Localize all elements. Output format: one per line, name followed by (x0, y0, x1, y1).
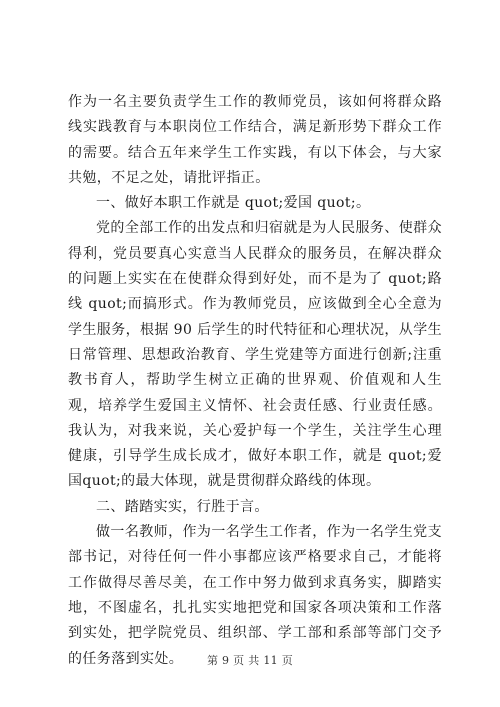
intro-paragraph: 作为一名主要负责学生工作的教师党员，该如何将群众路线实践教育与本职岗位工作结合，满足新形势下群众工作的需要。结合五年来学生工作实践，有以下体会，与大家共勉，不足之处，请批评指正。 (68, 94, 442, 186)
section-1-paragraph: 党的全部工作的出发点和归宿就是为人民服务、使群众得利，党员要真心实意当人民群众的服务员，在解决群众的问题上实实在在使群众得到好处，而不是为了 quot;路线 quot;而搞形式。作为教师党员，应该做到全心全意为学生服务，根据 90 后学生的时代特征和心理状况，从学生日常管理、思想政治教育、学生党建等方面进行创新;注重教书育人，帮助学生树立正确的世界观、价值观和人生观，培养学生爱国主义情怀、社会责任感、行业责任感。我认为，对我来说，关心爱护每一个学生，关注学生心理健康，引导学生成长成才，做好本职工作，就是 quot;爱国quot;的最大体现，就是贯彻群众路线的体现。 (68, 220, 442, 490)
section-heading-1: 一、做好本职工作就是 quot;爱国 quot;。 (96, 195, 371, 212)
page-number-footer: 第 9 页 共 11 页 (206, 654, 294, 667)
section-2-paragraph: 做一名教师，作为一名学生工作者，作为一名学生党支部书记，对待任何一件小事都应该严格要求自己，才能将工作做得尽善尽美，在工作中努力做到求真务实，脚踏实地，不图虚名，扎扎实实地把党和国家各项决策和工作落到实处，把学院党员、组织部、学工部和系部等部门交予的任务落到实处。 (68, 524, 442, 667)
document-body (68, 90, 442, 672)
section-heading-2: 二、踏踏实实，行胜于言。 (96, 498, 269, 515)
